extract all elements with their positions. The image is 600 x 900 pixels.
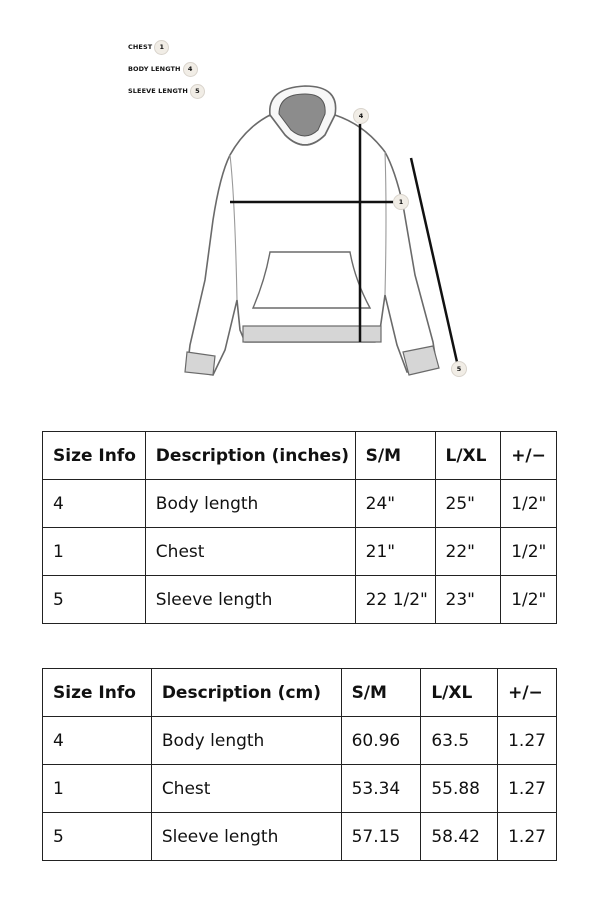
table-cell: 1 xyxy=(43,765,152,813)
table-row xyxy=(43,813,557,861)
header-cell: +/− xyxy=(501,432,557,480)
legend-body-length xyxy=(128,58,205,80)
table-cell: 1.27 xyxy=(498,717,557,765)
table-cell: 58.42 xyxy=(421,813,498,861)
table-cell: 57.15 xyxy=(341,813,421,861)
cuff-left xyxy=(185,352,215,375)
table-cell: 1 xyxy=(43,528,146,576)
table-cell: Body length xyxy=(151,717,341,765)
callout-sleeve-length: 5 xyxy=(451,361,467,377)
table-header-row xyxy=(43,669,557,717)
table-cell: 24" xyxy=(355,480,435,528)
header-cell: S/M xyxy=(341,669,421,717)
table-cell: 22" xyxy=(435,528,501,576)
table-cell: 23" xyxy=(435,576,501,624)
header-cell: Description (cm) xyxy=(151,669,341,717)
header-cell: Size Info xyxy=(43,432,146,480)
table-cell: 55.88 xyxy=(421,765,498,813)
header-cell: +/− xyxy=(498,669,557,717)
table-cell: 4 xyxy=(43,480,146,528)
size-table-inches xyxy=(42,431,557,624)
table-cell: 63.5 xyxy=(421,717,498,765)
table-cell: 21" xyxy=(355,528,435,576)
cuff-right xyxy=(403,346,439,375)
header-cell: L/XL xyxy=(435,432,501,480)
table-cell: 1/2" xyxy=(501,480,557,528)
table-cell: Chest xyxy=(145,528,355,576)
table-row xyxy=(43,717,557,765)
table-cell: 5 xyxy=(43,576,146,624)
header-cell: Description (inches) xyxy=(145,432,355,480)
table-cell: 1.27 xyxy=(498,813,557,861)
table-row xyxy=(43,480,557,528)
hoodie-illustration xyxy=(175,80,475,390)
table-cell: 22 1/2" xyxy=(355,576,435,624)
table-cell: Sleeve length xyxy=(145,576,355,624)
legend-label: SLEEVE LENGTH xyxy=(128,87,188,95)
legend-badge: 1 xyxy=(154,40,169,55)
table-cell: 1.27 xyxy=(498,765,557,813)
table-cell: Sleeve length xyxy=(151,813,341,861)
table-cell: 1/2" xyxy=(501,576,557,624)
callout-chest: 1 xyxy=(393,194,409,210)
callout-body-length: 4 xyxy=(353,108,369,124)
table-cell: 25" xyxy=(435,480,501,528)
table-cell: Chest xyxy=(151,765,341,813)
table-cell: 4 xyxy=(43,717,152,765)
table-cell: 1/2" xyxy=(501,528,557,576)
table-row xyxy=(43,576,557,624)
table-cell: Body length xyxy=(145,480,355,528)
legend-label: CHEST xyxy=(128,43,153,51)
table-cell: 53.34 xyxy=(341,765,421,813)
table-row xyxy=(43,765,557,813)
table-cell: 60.96 xyxy=(341,717,421,765)
table-row xyxy=(43,528,557,576)
header-cell: L/XL xyxy=(421,669,498,717)
legend-label: BODY LENGTH xyxy=(128,65,181,73)
table-header-row xyxy=(43,432,557,480)
size-table-cm xyxy=(42,668,557,861)
table-cell: 5 xyxy=(43,813,152,861)
header-cell: S/M xyxy=(355,432,435,480)
legend-badge: 5 xyxy=(190,84,205,99)
legend-badge: 4 xyxy=(183,62,198,77)
legend-chest xyxy=(128,36,205,58)
header-cell: Size Info xyxy=(43,669,152,717)
